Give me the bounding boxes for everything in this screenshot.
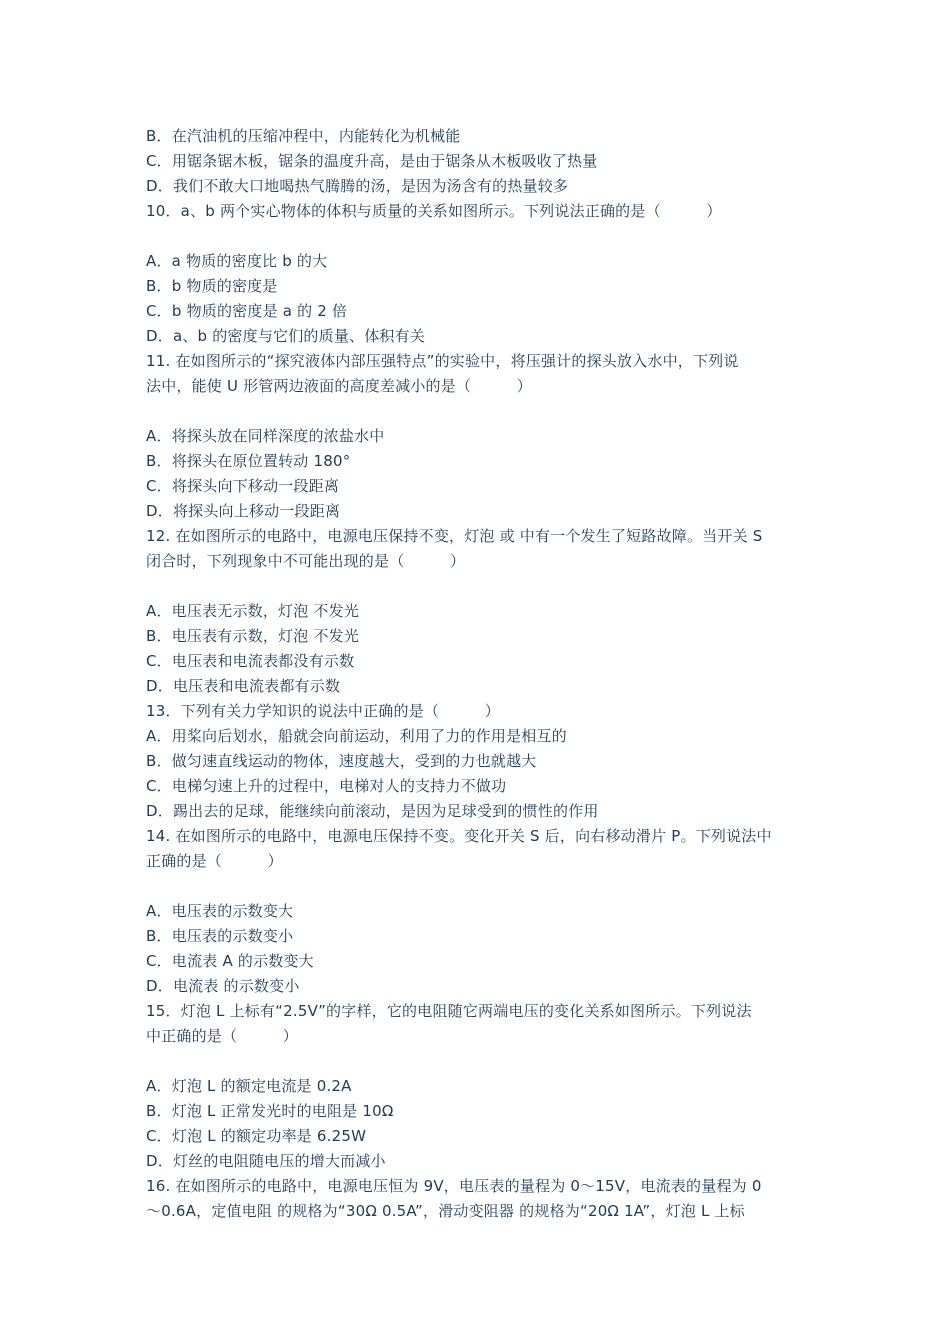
option-9d: D．我们不敢大口地喝热气腾腾的汤，是因为汤含有的热量较多 [146,177,569,195]
option-14b: B．电压表的示数变小 [146,927,294,945]
option-13d: D．踢出去的足球，能继续向前滚动，是因为足球受到的惯性的作用 [146,802,599,820]
option-11b: B．将探头在原位置转动 180° [146,452,351,470]
question-16-line-1: 16. 在如图所示的电路中，电源电压恒为 9V，电压表的量程为 0～15V，电流表的量程为 0 [146,1177,762,1195]
option-10a: A．a 物质的密度比 b 的大 [146,252,328,270]
option-10b: B．b 物质的密度是 [146,277,278,295]
figure-gap [146,874,810,899]
question-10: 10．a、b 两个实心物体的体积与质量的关系如图所示。下列说法正确的是（ ） [146,202,722,220]
option-13b: B．做匀速直线运动的物体，速度越大，受到的力也就越大 [146,752,537,770]
option-12d: D．电压表和电流表都有示数 [146,677,341,695]
figure-gap [146,224,810,249]
option-9b: B．在汽油机的压缩冲程中，内能转化为机械能 [146,127,461,145]
question-15-line-1: 15．灯泡 L 上标有“2.5V”的字样，它的电阻随它两端电压的变化关系如图所示。下列说法 [146,1002,752,1020]
option-11d: D．将探头向上移动一段距离 [146,502,341,520]
option-14a: A．电压表的示数变大 [146,902,294,920]
option-14d: D．电流表 的示数变小 [146,977,300,995]
figure-gap [146,574,810,599]
option-10c: C．b 物质的密度是 a 的 2 倍 [146,302,348,320]
figure-gap [146,1049,810,1074]
option-9c: C．用锯条锯木板，锯条的温度升高，是由于锯条从木板吸收了热量 [146,152,598,170]
question-14-line-1: 14. 在如图所示的电路中，电源电压保持不变。变化开关 S 后，向右移动滑片 P。下列说法中 [146,827,772,845]
question-11-line-2: 法中，能使 U 形管两边液面的高度差减小的是（ ） [146,377,532,395]
option-11a: A．将探头放在同样深度的浓盐水中 [146,427,385,445]
question-14-line-2: 正确的是（ ） [146,852,283,870]
option-13c: C．电梯匀速上升的过程中，电梯对人的支持力不做功 [146,777,507,795]
option-12c: C．电压表和电流表都没有示数 [146,652,355,670]
option-12b: B．电压表有示数，灯泡 不发光 [146,627,360,645]
option-15b: B．灯泡 L 正常发光时的电阻是 10Ω [146,1102,394,1120]
question-text-block [146,124,810,1224]
question-11-line-1: 11. 在如图所示的“探究液体内部压强特点”的实验中，将压强计的探头放入水中，下列说 [146,352,739,370]
option-14c: C．电流表 A 的示数变大 [146,952,314,970]
question-15-line-2: 中正确的是（ ） [146,1027,299,1045]
option-15a: A．灯泡 L 的额定电流是 0.2A [146,1077,352,1095]
question-13: 13．下列有关力学知识的说法中正确的是（ ） [146,702,500,720]
question-12-line-1: 12. 在如图所示的电路中，电源电压保持不变，灯泡 或 中有一个发生了短路故障。当开关 S [146,527,763,545]
option-13a: A．用桨向后划水，船就会向前运动，利用了力的作用是相互的 [146,727,567,745]
option-15d: D．灯丝的电阻随电压的增大而减小 [146,1152,386,1170]
figure-gap [146,399,810,424]
option-11c: C．将探头向下移动一段距离 [146,477,340,495]
question-12-line-2: 闭合时，下列现象中不可能出现的是（ ） [146,552,466,570]
option-12a: A．电压表无示数，灯泡 不发光 [146,602,360,620]
question-16-line-2: ～0.6A，定值电阻 的规格为“30Ω 0.5A”，滑动变阻器 的规格为“20Ω 1A”，灯泡 L 上标 [146,1202,745,1220]
option-15c: C．灯泡 L 的额定功率是 6.25W [146,1127,367,1145]
option-10d: D．a、b 的密度与它们的质量、体积有关 [146,327,426,345]
